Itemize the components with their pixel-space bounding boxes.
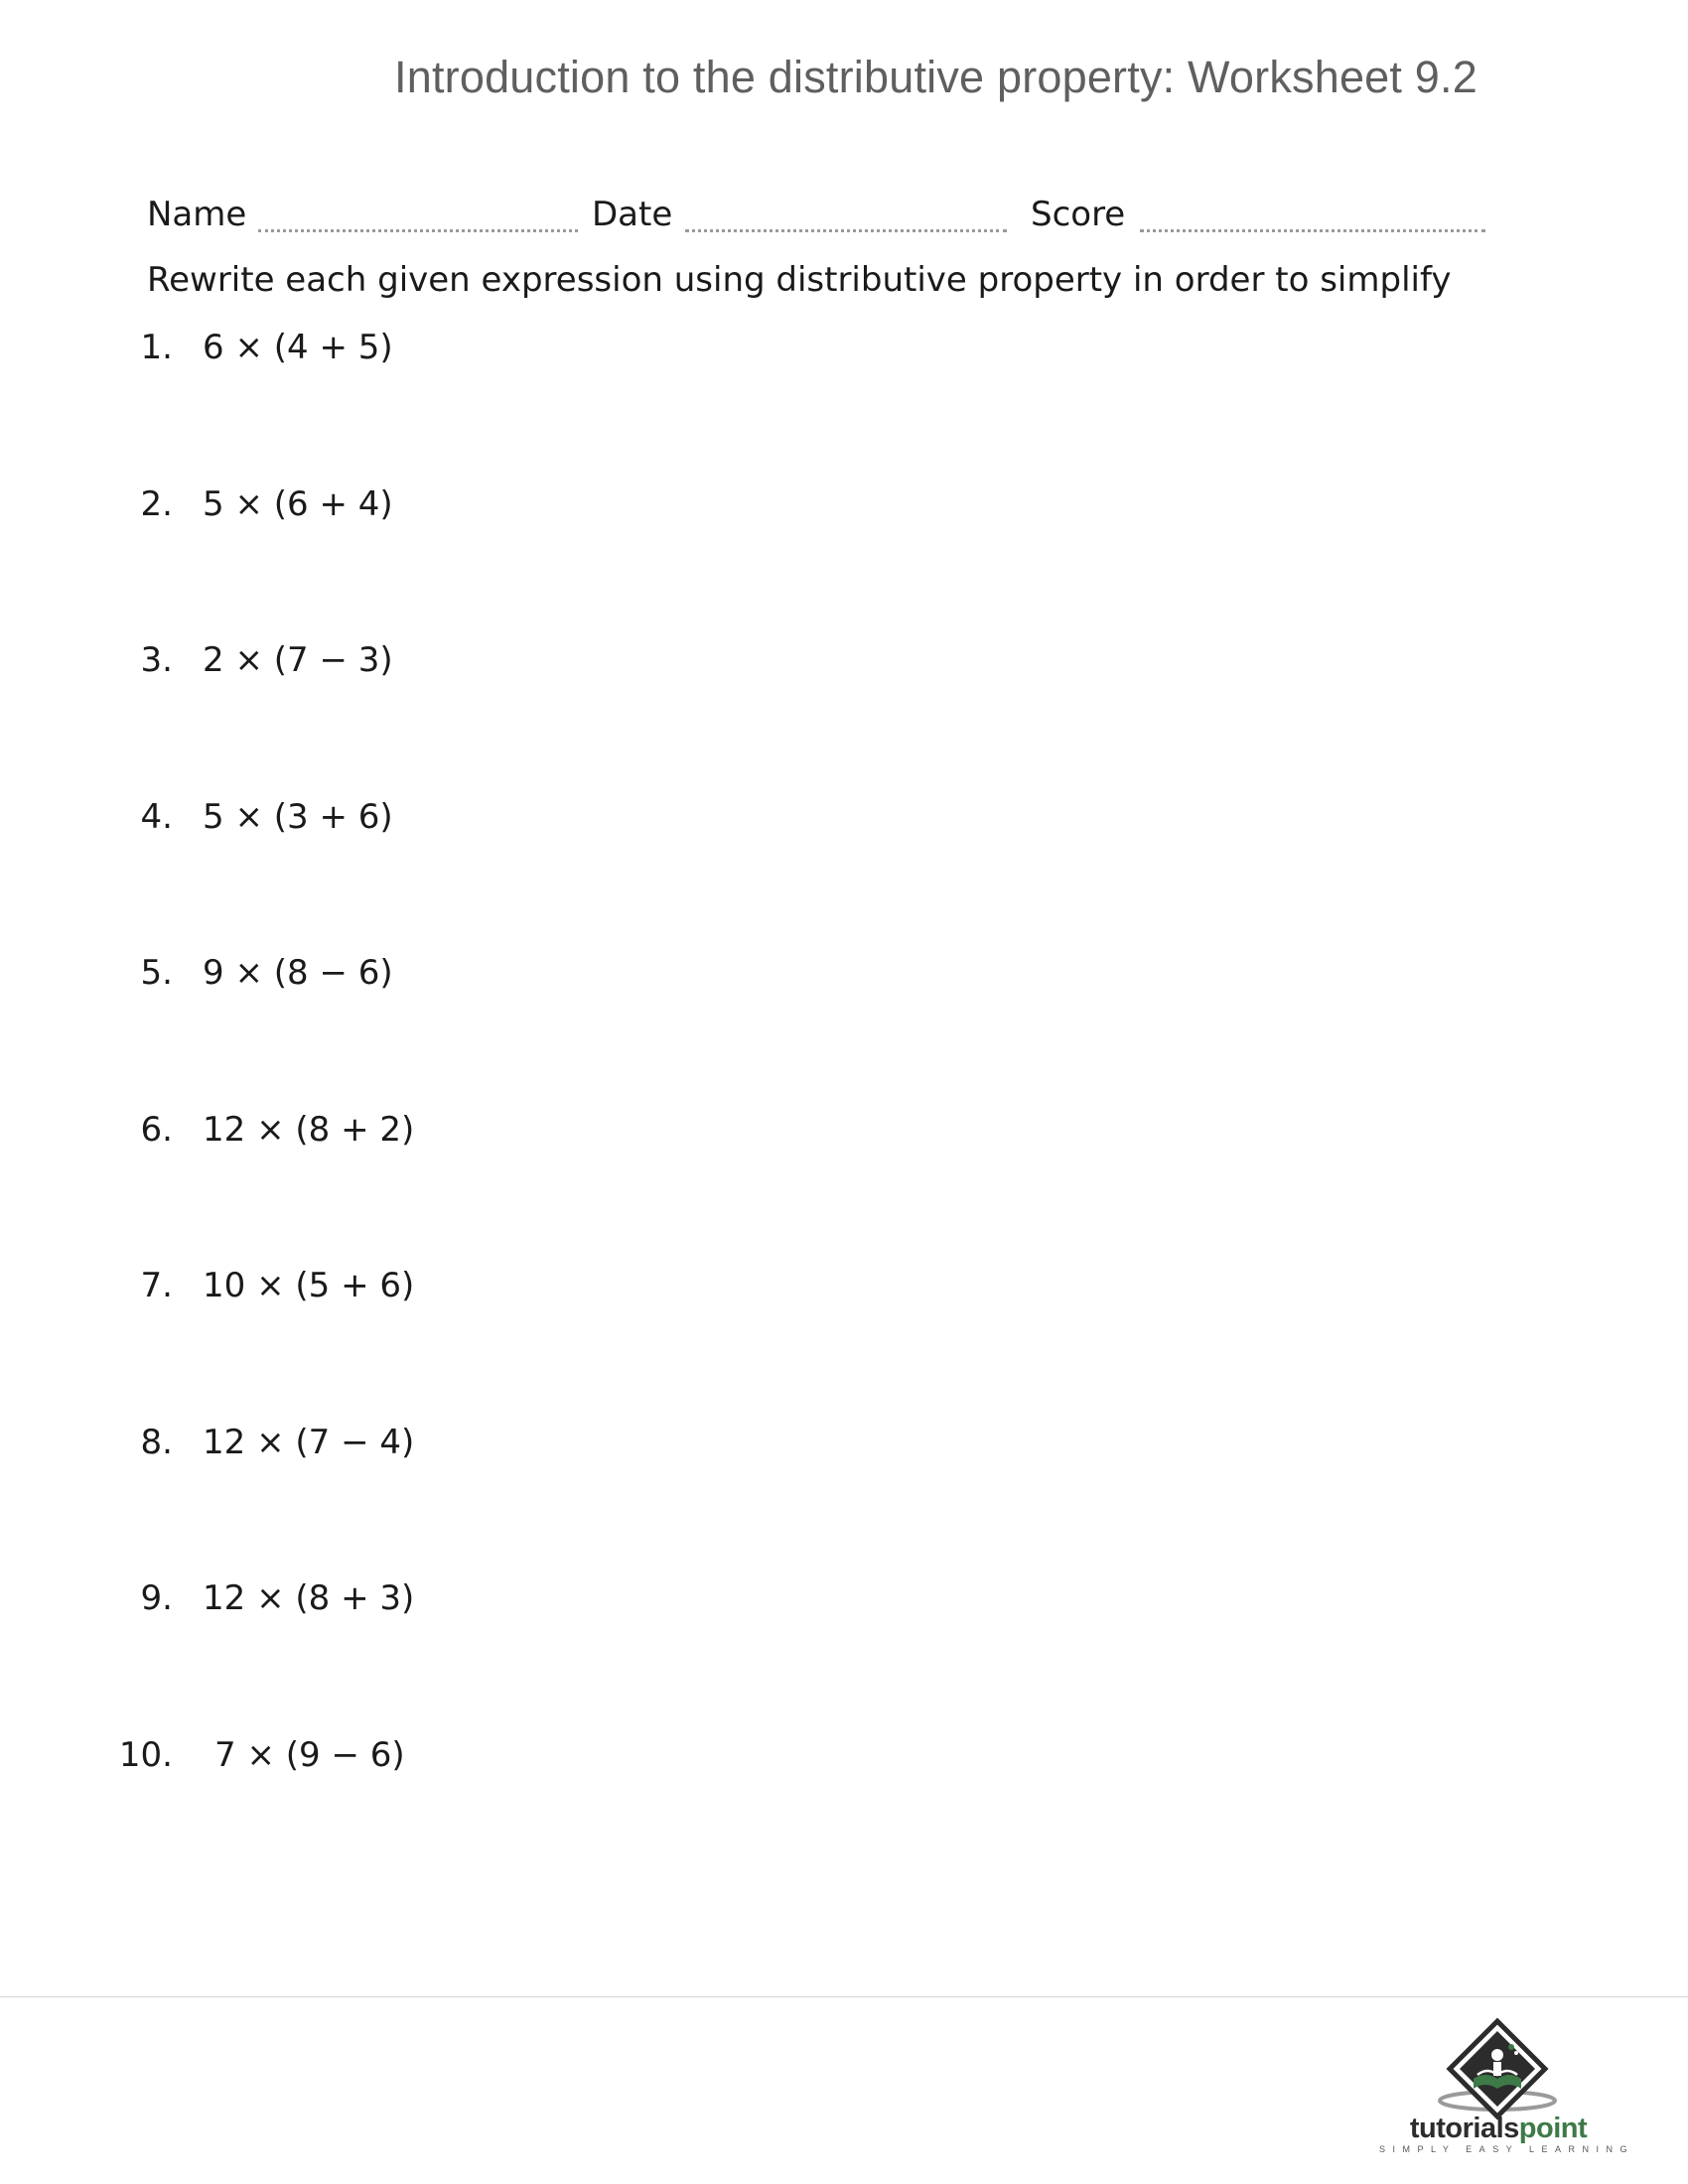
problem-expression: 5 × (6 + 4)	[203, 484, 393, 524]
name-label: Name	[147, 195, 247, 234]
logo-tagline: SIMPLY EASY LEARNING	[1379, 2144, 1635, 2154]
student-info-row	[147, 195, 1487, 240]
instructions: Rewrite each given expression using distributive property in order to simplify	[147, 260, 1452, 300]
problem-item	[140, 1578, 415, 1624]
problem-item	[140, 1423, 415, 1468]
problem-number: 5.	[140, 953, 173, 993]
name-blank	[258, 229, 578, 232]
footer-divider	[0, 1996, 1688, 1997]
problem-item	[118, 1735, 405, 1781]
problem-item	[140, 1110, 415, 1156]
problem-number: 6.	[140, 1110, 173, 1150]
problem-number: 1.	[140, 328, 173, 367]
logo-wordmark	[1379, 2113, 1618, 2145]
problem-expression: 5 × (3 + 6)	[203, 797, 393, 837]
problem-expression: 12 × (8 + 2)	[203, 1110, 415, 1150]
problem-item	[140, 1266, 415, 1311]
problem-item	[140, 953, 393, 999]
problem-number: 10.	[118, 1735, 173, 1775]
problem-expression: 7 × (9 − 6)	[214, 1735, 405, 1775]
problem-number: 7.	[140, 1266, 173, 1305]
problem-number: 3.	[140, 640, 173, 680]
problem-number: 2.	[140, 484, 173, 524]
logo-word-point: point	[1518, 2113, 1588, 2144]
problem-item	[140, 797, 393, 843]
problem-item	[140, 484, 393, 530]
date-blank	[685, 229, 1007, 232]
problem-expression: 2 × (7 − 3)	[203, 640, 393, 680]
problem-number: 9.	[140, 1578, 173, 1618]
problem-item	[140, 640, 393, 686]
problem-expression: 10 × (5 + 6)	[203, 1266, 415, 1305]
problem-item	[140, 328, 393, 373]
logo-word-tutorials: tutorials	[1409, 2113, 1519, 2144]
score-label: Score	[1031, 195, 1126, 234]
problem-expression: 6 × (4 + 5)	[203, 328, 393, 367]
problem-number: 4.	[140, 797, 173, 837]
problem-expression: 9 × (8 − 6)	[203, 953, 393, 993]
problem-number: 8.	[140, 1423, 173, 1462]
score-blank	[1140, 229, 1485, 232]
date-label: Date	[592, 195, 673, 234]
worksheet-title: Introduction to the distributive property: Worksheet 9.2	[394, 52, 1477, 102]
problem-expression: 12 × (8 + 3)	[203, 1578, 415, 1618]
problem-expression: 12 × (7 − 4)	[203, 1423, 415, 1462]
